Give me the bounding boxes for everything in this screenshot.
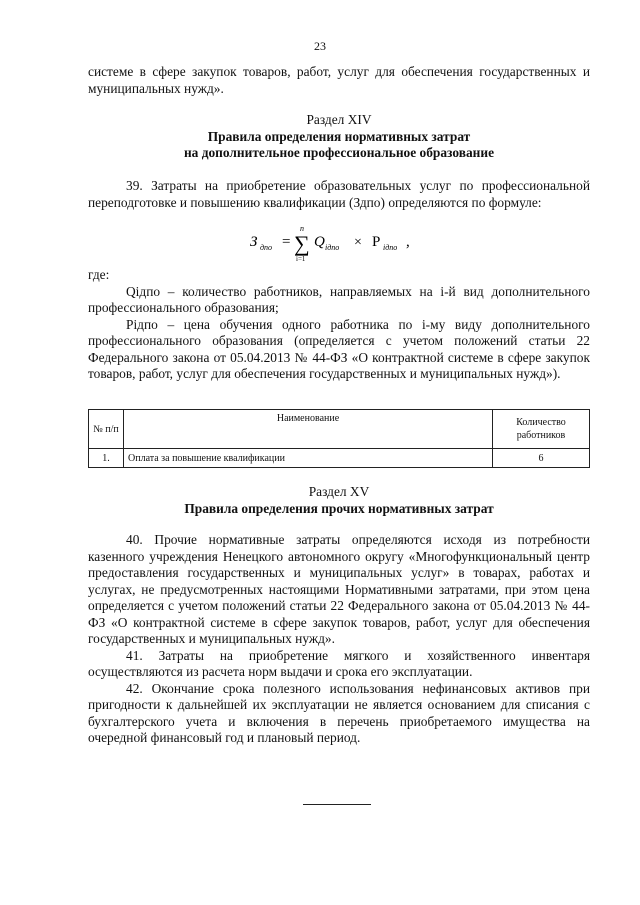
paragraph-39: 39. Затраты на приобретение образовательных услуг по профессиональной переподготовке и повышению квалификации (Здпо) определяются по формуле: (88, 178, 590, 210)
section-15-heading: Раздел XV (308, 484, 370, 499)
section-14-title-line2: на дополнительное профессиональное образование (183, 145, 495, 160)
header-number: № п/п (89, 410, 124, 449)
formula-sum: ∑ (294, 231, 310, 256)
header-name: Наименование (124, 410, 493, 449)
where-label: где: (88, 267, 110, 282)
formula-sum-top: n (300, 224, 304, 233)
definition-q: Qiдпо – количество работников, направляемых на i-й вид дополнительного профессионального образования; (88, 283, 590, 315)
formula-times: × (354, 235, 362, 250)
section-15-title: Правила определения прочих нормативных затрат (184, 500, 494, 516)
table-row (89, 449, 590, 468)
paragraph-41: 41. Затраты на приобретение мягкого и хозяйственного инвентаря осуществляются из расчета норм выдачи и срока его эксплуатации. (88, 647, 590, 679)
footer-divider (303, 804, 371, 805)
cell-number: 1. (89, 449, 124, 468)
staff-table (88, 409, 590, 468)
formula-sum-bottom: i=1 (296, 255, 306, 262)
cell-count: 6 (493, 449, 590, 468)
section-14-title-line1: Правила определения нормативных затрат (207, 128, 471, 144)
definition-p: Piдпо – цена обучения одного работника по i-му виду дополнительного профессионального образования (определяется с учетом положений статьи 22 Федерального закона от 05.04.2013 № 44-ФЗ «О контрактной системе в сфере закупок товаров, работ, услуг для обеспечения государственных и муниципальных нужд»). (88, 316, 590, 381)
formula-q: Q (314, 234, 325, 250)
formula-q-sub: iдпо (325, 243, 340, 252)
formula-p-sub: iдпо (383, 243, 398, 252)
cell-name: Оплата за повышение квалификации (124, 449, 493, 468)
intro-text: системе в сфере закупок товаров, работ, услуг для обеспечения государственных и муниципальных нужд». (88, 64, 590, 96)
table-header-row (89, 410, 590, 449)
formula-comma: , (406, 234, 410, 250)
formula-lhs-sub: дпо (260, 243, 273, 252)
formula (250, 222, 510, 262)
paragraph-40: 40. Прочие нормативные затраты определяются исходя из потребности казенного учреждения Ненецкого автономного округу «Многофункциональный центр предоставления государственных и муниципальных услуг» в товарах, работах и услугах, не предусмотренных настоящими Нормативными затратами, при этом цена определяется с учетом положений статьи 22 Федерального закона от 05.04.2013 № 44-ФЗ «О контрактной системе в сфере закупок товаров, работ, услуг для обеспечения государственных и муниципальных нужд». (88, 532, 590, 646)
page-number: 23 (314, 39, 326, 53)
paragraph-42: 42. Окончание срока полезного использования нефинансовых активов при пригодности к дальнейшей их эксплуатации не является основанием для списания с бухгалтерского учета и включения в перечень приобретаемого имущества на очередной финансовый год и плановый период. (88, 680, 590, 745)
section-14-heading: Раздел XIV (306, 112, 372, 127)
formula-lhs: З (250, 234, 258, 250)
formula-p: P (372, 234, 381, 250)
formula-eq: = (282, 234, 291, 250)
header-count: Количество работников (493, 410, 590, 449)
